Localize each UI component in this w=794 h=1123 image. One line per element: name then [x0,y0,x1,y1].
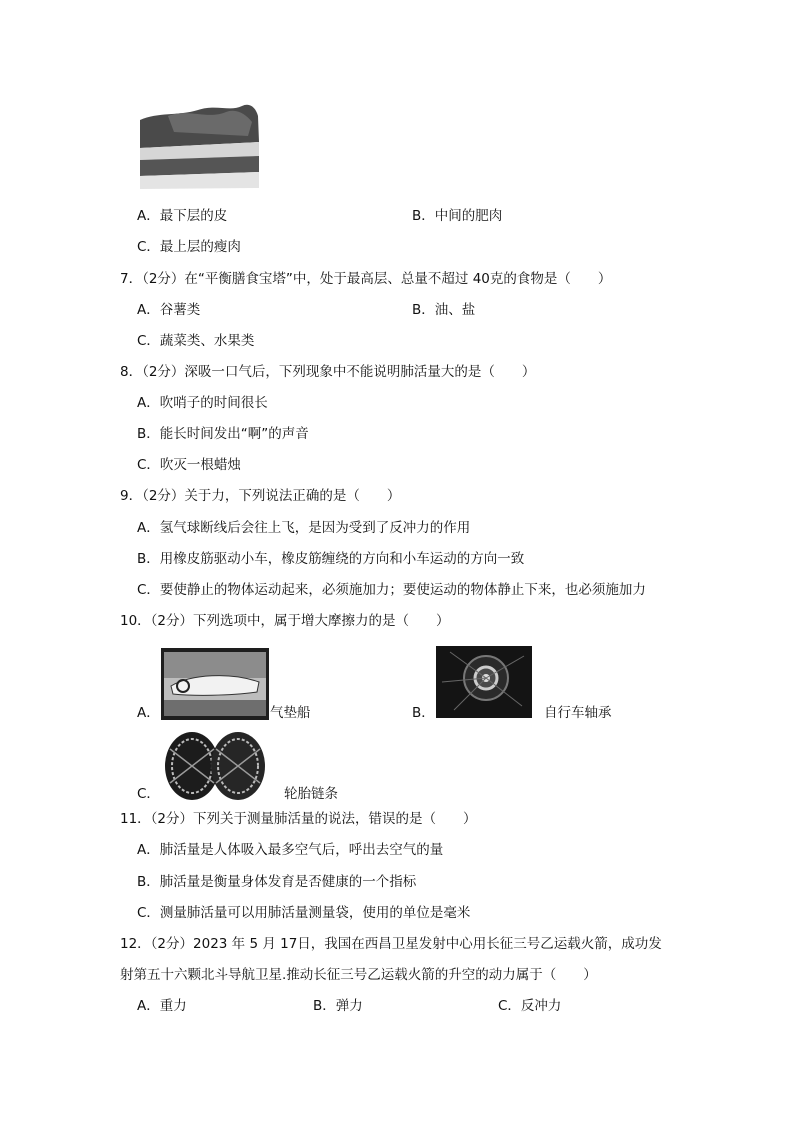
q9-option-a: A．氢气球断线后会往上飞，是因为受到了反冲力的作用 [137,520,471,536]
q10-stem: 10．（2分）下列选项中，属于增大摩擦力的是（ ） [120,613,450,629]
q8-option-b: B．能长时间发出“啊”的声音 [137,426,309,442]
q10-option-b-text: 自行车轴承 [544,705,612,721]
q10-option-b-letter: B． [412,705,435,721]
q8-option-c: C．吹灭一根蜡烛 [137,457,241,473]
q6-option-b: B．中间的肥肉 [412,208,503,224]
q12-option-b: B．弹力 [313,998,363,1014]
q7-option-c: C．蔬菜类、水果类 [137,333,255,349]
q7-option-b: B．油、盐 [412,302,476,318]
q10-option-c-letter: C． [137,786,160,802]
q11-option-a: A．肺活量是人体吸入最多空气后，呼出去空气的量 [137,842,444,858]
q6-option-a: A．最下层的皮 [137,208,228,224]
q11-option-c: C．测量肺活量可以用肺活量测量袋，使用的单位是毫米 [137,905,471,921]
pork-layers-image [138,102,260,190]
q11-stem: 11．（2分）下列关于测量肺活量的说法，错误的是（ ） [120,811,477,827]
q12-stem-line2: 射第五十六颗北斗导航卫星.推动长征三号乙运载火箭的升空的动力属于（ ） [120,967,597,983]
q10-option-c-text: 轮胎链条 [284,786,338,802]
q9-stem: 9．（2分）关于力，下列说法正确的是（ ） [120,488,401,504]
q8-option-a: A．吹哨子的时间很长 [137,395,268,411]
q8-stem: 8．（2分）深吸一口气后，下列现象中不能说明肺活量大的是（ ） [120,364,536,380]
q7-option-a: A．谷薯类 [137,302,201,318]
q7-stem: 7．（2分）在“平衡膳食宝塔”中，处于最高层、总量不超过 40克的食物是（ ） [120,271,612,287]
q12-option-c: C．反冲力 [498,998,562,1014]
q12-option-a: A．重力 [137,998,187,1014]
bicycle-bearing-image [436,646,532,718]
tire-chains-image [162,729,270,803]
q9-option-c: C．要使静止的物体运动起来，必须施加力；要使运动的物体静止下来，也必须施加力 [137,582,646,598]
q10-option-a-text: 气垫船 [270,705,311,721]
q6-option-c: C．最上层的瘦肉 [137,239,241,255]
q12-stem-line1: 12．（2分）2023 年 5 月 17日，我国在西昌卫星发射中心用长征三号乙运载火箭，成功发 [120,936,662,952]
q11-option-b: B．肺活量是衡量身体发育是否健康的一个指标 [137,874,417,890]
hovercraft-image [161,648,269,720]
q10-option-a-letter: A． [137,705,160,721]
q9-option-b: B．用橡皮筋驱动小车，橡皮筋缠绕的方向和小车运动的方向一致 [137,551,525,567]
